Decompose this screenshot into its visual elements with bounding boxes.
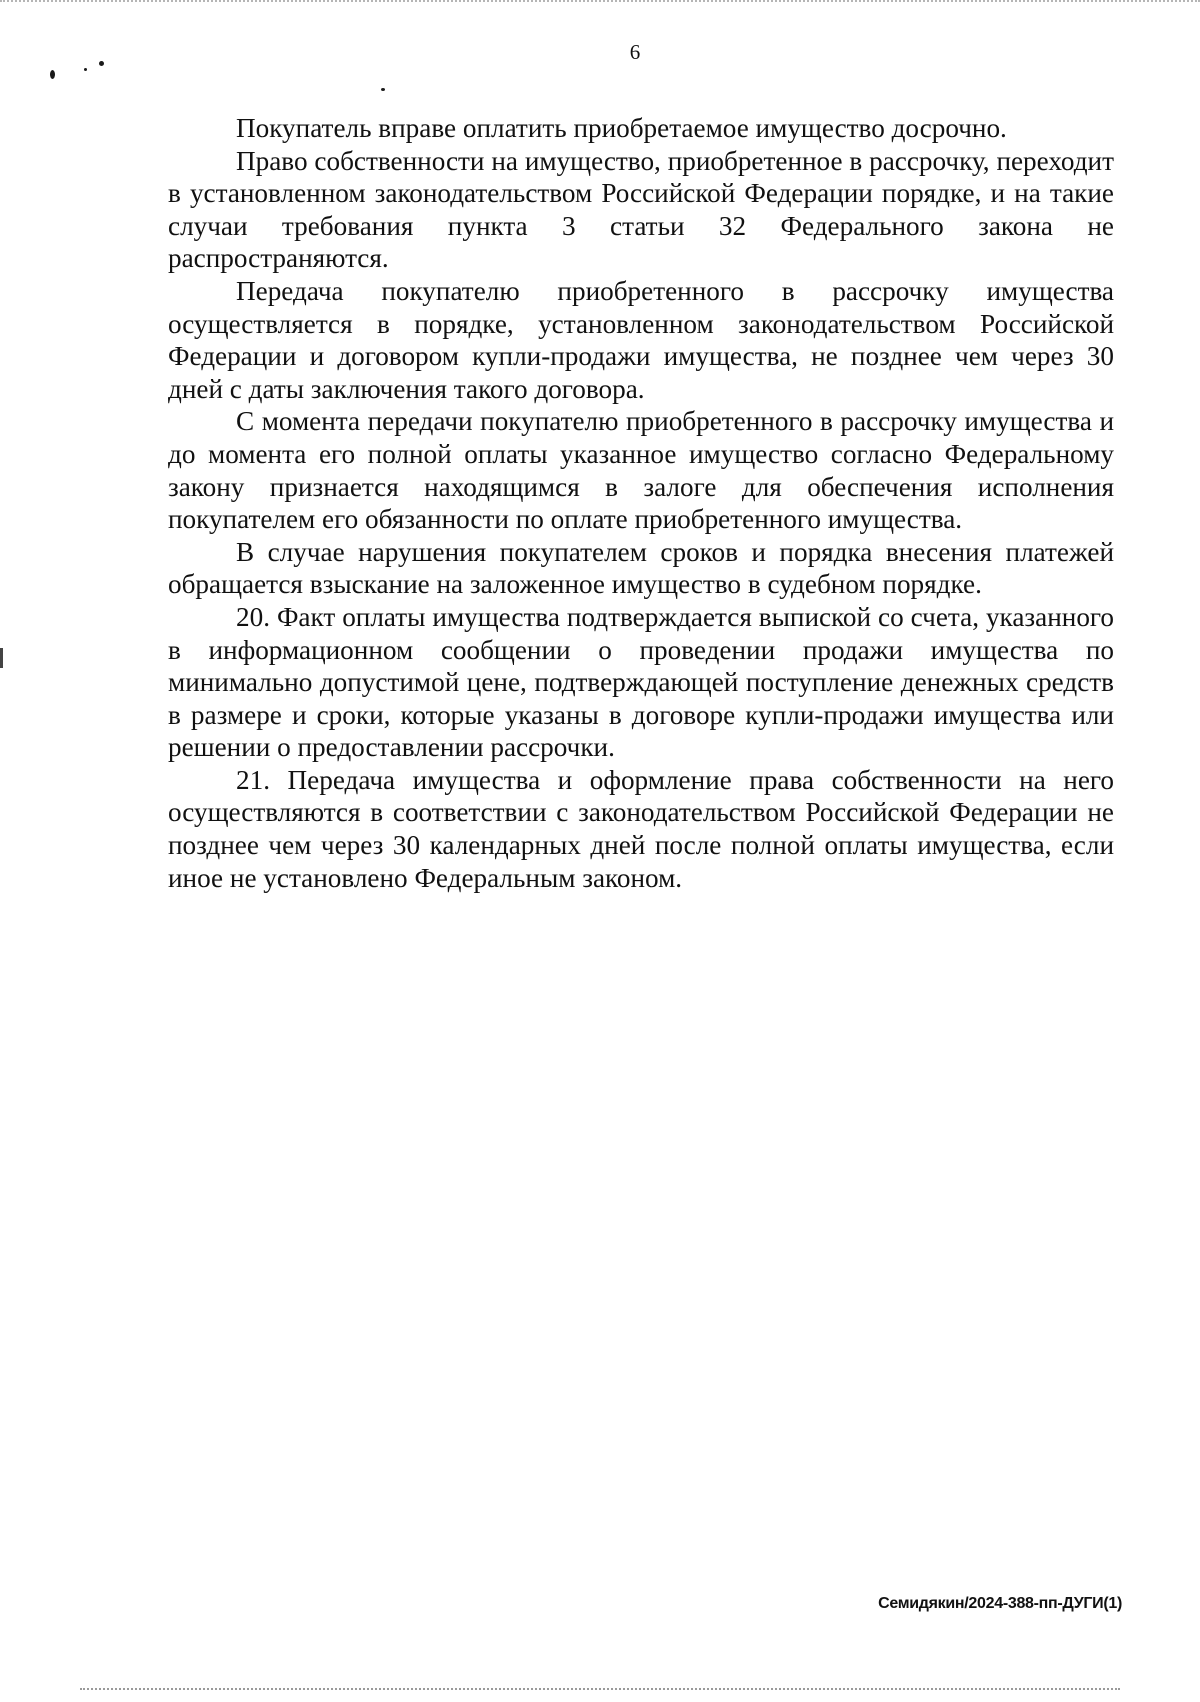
scan-margin-mark: [0, 648, 3, 668]
scan-top-edge: [0, 0, 1200, 5]
scan-speck: [84, 68, 87, 71]
scan-speck: [50, 70, 55, 79]
paragraph-payment-violation: В случае нарушения покупателем сроков и порядка внесения платежей обращается взыскание на заложенное имущество в судебном порядке.: [168, 536, 1114, 600]
paragraph-21-ownership-registration: 21. Передача имущества и оформление права собственности на него осуществляются в соответствии с законодательством Российской Федерации не позднее чем через 30 календарных дней после полной оплаты имущества, если иное не установлено Федеральным законом.: [168, 764, 1114, 893]
paragraph-early-payment: Покупатель вправе оплатить приобретаемое имущество досрочно.: [236, 113, 1007, 143]
paragraph-20-payment-confirmation: 20. Факт оплаты имущества подтверждается выпиской со счета, указанного в информационном сообщении о проведении продажи имущества по минимально допустимой цене, подтверждающей поступление денежных средств в размере и сроки, которые указаны в договоре купли-продажи имущества или решении о предоставлении рассрочки.: [168, 601, 1114, 763]
paragraph-property-handover: Передача покупателю приобретенного в рассрочку имущества осуществляется в порядке, установленном законодательством Российской Федерации и договором купли-продажи имущества, не позднее чем через 30 дней с даты заключения такого договора.: [168, 275, 1114, 404]
scan-bottom-edge: [80, 1688, 1120, 1692]
document-body: [168, 112, 1114, 894]
document-code: Семидякин/2024-388-пп-ДУГИ(1): [878, 1595, 1122, 1612]
page-number: 6: [629, 40, 641, 64]
scan-speck: [381, 88, 385, 91]
paragraph-ownership-transfer: Право собственности на имущество, приобретенное в рассрочку, переходит в установленном законодательством Российской Федерации порядке, и на такие случаи требования пункта 3 статьи 32 Федерального закона не распространяются.: [168, 145, 1114, 274]
paragraph-pledge: С момента передачи покупателю приобретенного в рассрочку имущества и до момента его полной оплаты указанное имущество согласно Федеральному закону признается находящимся в залоге для обеспечения исполнения покупателем его обязанности по оплате приобретенного имущества.: [168, 406, 1114, 535]
